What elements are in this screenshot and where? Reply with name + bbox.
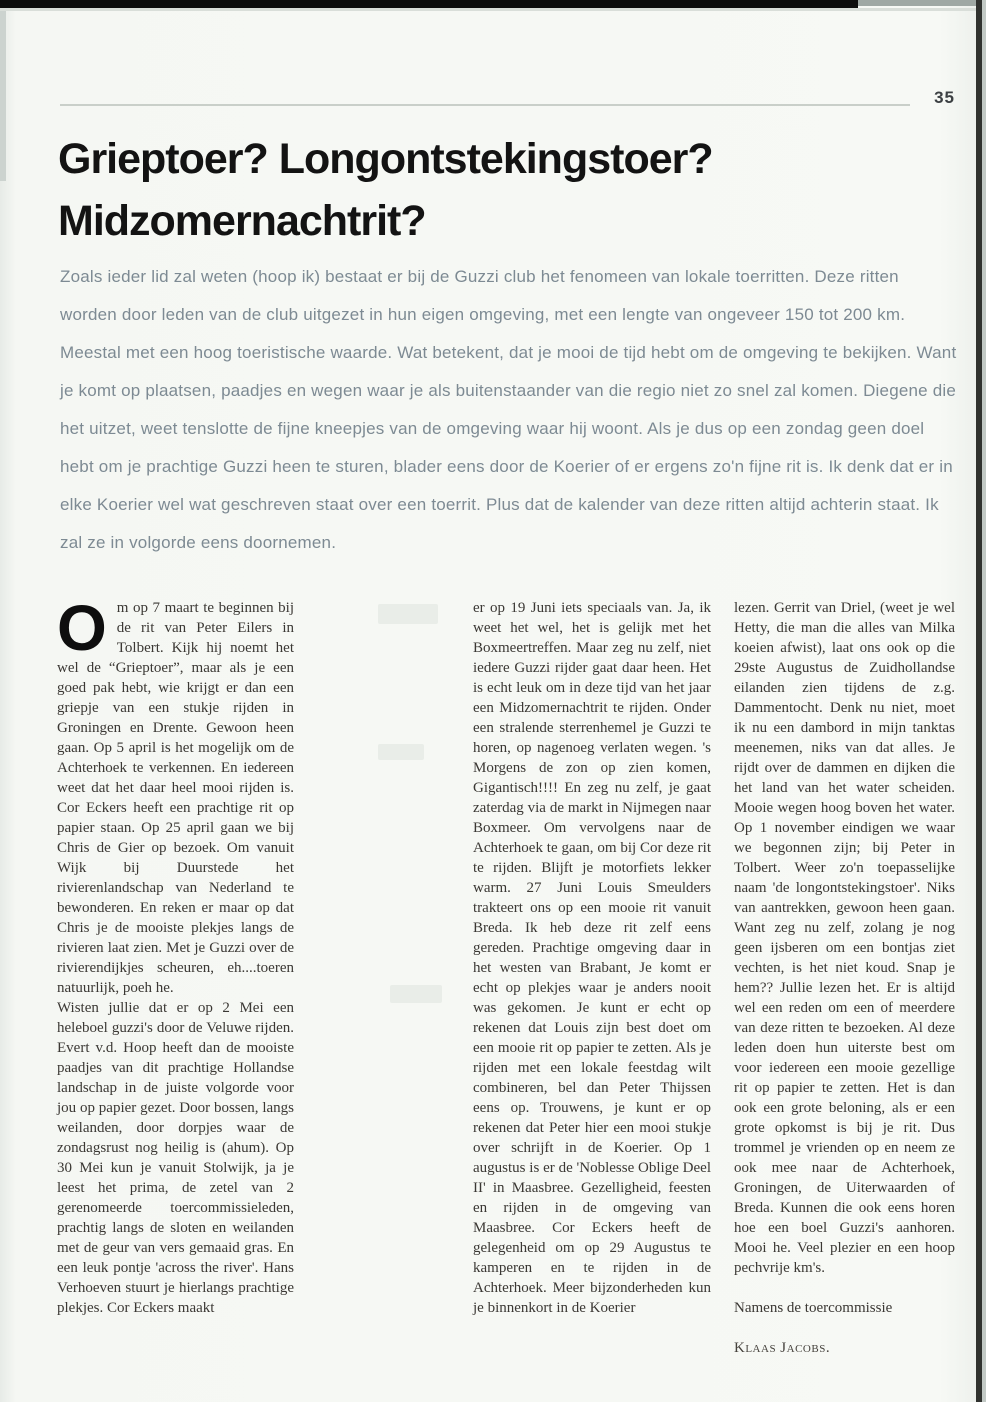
article-title xyxy=(58,128,918,252)
article-title-line1: Grieptoer? Longontstekingstoer? xyxy=(58,135,713,183)
body-column-3 xyxy=(734,598,955,1358)
scan-ghost-smudge xyxy=(378,744,424,760)
scan-artifact-top-line xyxy=(0,8,986,11)
scan-ghost-smudge xyxy=(378,604,438,624)
body-column-1 xyxy=(57,592,294,1318)
column3-paragraph-1: lezen. Gerrit van Driel, (weet je wel Hetty, die man die alles van Milka koeien afwist), laat ons ook op die 29ste Augustus de Zuidhollandse eilanden zien tijdens de z.g. Dammentocht. Denk nu niet, moet ik nu een dambord in mijn tanktas meenemen, niks van dat alles. Je rijdt over de dammen en dijken die het land van het water scheiden. Mooie wegen hoog boven het water. Op 1 november eindigen we waar we begonnen zijn; bij Peter in Tolbert. Weer zo'n toepasselijke naam 'de longontstekingstoer'. Niks van aantrekken, gewoon heen gaan. Want zeg nu zelf, zolang je nog geen ijsberen om een bontjas ziet vechten, is het niet koud. Snap je hem?? Jullie lezen het. Er is altijd wel een reden om een of meerdere van deze ritten te bezoeken. Al deze leden doen hun uiterste best om voor iedereen een mooie gezellige rit op papier te zetten. Het is dan ook een grote beloning, als er een grote opkomst is bij je rit. Dus trommel je vrienden op en neem ze ook mee naar de Achterhoek, Groningen, de Uiterwaarden of Breda. Kunnen die ook eens horen hoe een boel Guzzi's aanhoren. Mooi he. Veel plezier en een hoop pechvrije km's. xyxy=(734,600,955,1276)
author-name: Klaas Jacobs. xyxy=(734,1340,831,1356)
signoff-line: Namens de toercommissie xyxy=(734,1300,893,1316)
scan-artifact-right-margin xyxy=(982,0,986,1402)
scan-ghost-smudge xyxy=(390,985,442,1003)
column1-paragraph-2: Wisten jullie dat er op 2 Mei een heleboel guzzi's door de Veluwe rijden. Evert v.d. Hoop heeft dan de mooiste paadjes van dit prachtige Hollandse landschap in de juiste volgorde voor jou op papier gezet. Door bossen, langs weilanden, door dorpjes waar de zondagsrust nog heilig is (ahum). Op 30 Mei kun je vanuit Stolwijk, ja je leest het prima, de zetel van 2 gerenomeerde toercommissieleden, prachtig langs de sloten en weilanden met de geur van vers gemaaid gras. En een leuk pontje 'across the river'. Hans Verhoeven stuurt je hierlangs prachtige plekjes. Cor Eckers maakt xyxy=(57,1000,294,1316)
scan-artifact-left-edge xyxy=(0,11,6,181)
scan-artifact-top-bar xyxy=(0,0,858,8)
header-rule xyxy=(60,104,910,106)
column1-paragraph-1: Om op 7 maart te beginnen bij de rit van Peter Eilers in Tolbert. Kijk hij noemt het wel de “Grieptoer”, maar als je een goed pak hebt, wie krijgt er dan een griepje van een stukje rijden in Groningen en Drente. Gewoon heen gaan. Op 5 april is het mogelijk om de Achterhoek te verkennen. En iedereen weet dat het daar heel mooi rijden is. Cor Eckers heeft een prachtige rit op papier staan. Op 25 april gaan we bij Chris de Gier op bezoek. Om vanuit Wijk bij Duurstede het rivierenlandschap van Nederland te bewonderen. En reken er maar op dat Chris je de mooiste plekjes langs de rivieren laat zien. Met je Guzzi over de rivierendijkjes scheuren, eh....toeren natuurlijk, poeh he. xyxy=(57,592,294,996)
intro-paragraph: Zoals ieder lid zal weten (hoop ik) bestaat er bij de Guzzi club het fenomeen van lokale toerritten. Deze ritten worden door leden van de club uitgezet in hun eigen omgeving, met een lengte van ongeveer 150 tot 200 km. Meestal met een hoog toeristische waarde. Wat betekent, dat je mooi de tijd hebt om de omgeving te bekijken. Want je komt op plaatsen, paadjes en wegen waar je als buitenstaander van die regio niet zo snel zal komen. Diegene die het uitzet, weet tenslotte de fijne kneepjes van de omgeving waar hij woont. Als je dus op een zondag geen doel hebt om je prachtige Guzzi heen te sturen, blader eens door de Koerier of er ergens zo'n fijne rit is. Ik denk dat er in elke Koerier wel wat geschreven staat over een toerrit. Plus dat de kalender van deze ritten altijd achterin staat. Ik zal ze in volgorde eens doornemen. xyxy=(60,267,957,552)
article-title-line2: Midzomernachtrit? xyxy=(58,197,426,245)
column2-paragraph-1: er op 19 Juni iets speciaals van. Ja, ik weet het wel, het is gelijk met het Boxmeertreffen. Maar zeg nu zelf, niet iedere Guzzi rijder gaat daar heen. Het is echt leuk om in deze tijd van het jaar een Midzomernachtrit te rijden. Onder een stralende sterrenhemel je Guzzi te horen, op nagenoeg verlaten wegen. 's Morgens de zon op zien komen, Gigantisch!!!! En zeg nu zelf, je gaat zaterdag via de markt in Nijmegen naar Boxmeer. Om vervolgens naar de Achterhoek te gaan, om bij Cor deze rit te rijden. Blijft je motorfiets lekker warm. 27 Juni Louis Smeulders trakteert ons op een mooie rit vanuit Breda. Ik heb deze rit zelf eens gereden. Prachtige omgeving daar in het westen van Brabant, Je komt er echt op plekjes waar je anders nooit was gekomen. Je kunt er echt op rekenen dat Louis zijn best doet om een mooie rit op papier te zetten. Als je rijden met een lokale feestdag wilt combineren, bel dan Peter Thijssen eens op. Trouwens, je kunt er op rekenen dat Peter hier een mooi stukje over schrijft in de Koerier. Op 1 augustus is er de 'Noblesse Oblige Deel II' in Maasbree. Gezelligheid, feesten en rijden in de omgeving van Maasbree. Cor Eckers heeft de gelegenheid om op 29 Augustus te kamperen en te rijden in de Achterhoek. Meer bijzonderheden kun je binnenkort in de Koerier xyxy=(473,600,711,1316)
scan-artifact-top-bar-right xyxy=(858,0,986,6)
page-number: 35 xyxy=(934,88,955,107)
body-column-2 xyxy=(473,598,711,1318)
